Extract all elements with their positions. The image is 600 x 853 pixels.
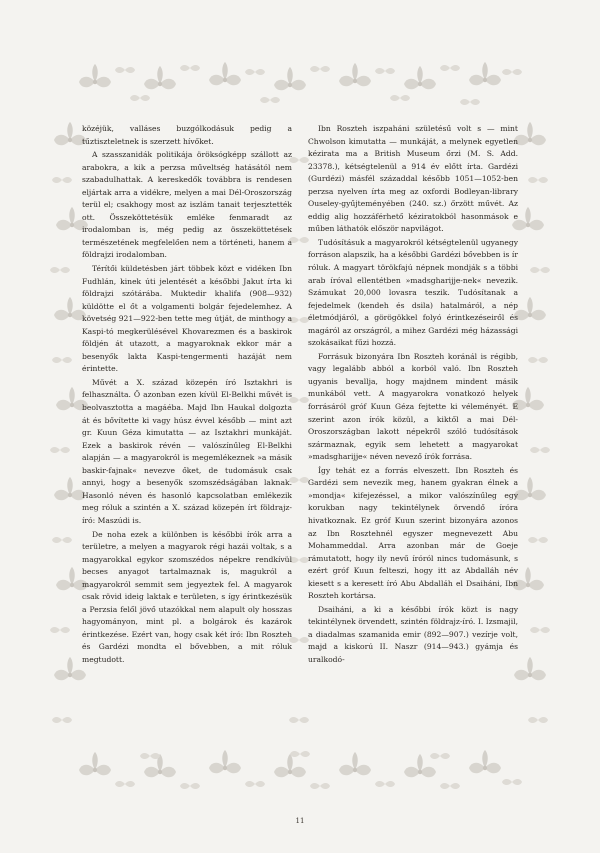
paragraph: Forrásuk bizonyára Ibn Roszteh koránál is régibb, vagy legalább abból a korból való. Ibn Roszteh ugyanis bevallja, hogy majdnem mindent másik munkából vett. A magyarokra vonatkozó helyek forrásáról gróf Kuun Géza fejtette ki véleményét. E szerint azon írók közül, a kiktől a mai Dél-Oroszországban lakott népekről szóló tudósítások származnak, egyik sem lehetett a magyarokat »madsgharijje« néven nevező írók forrása. <box>308 351 518 462</box>
bottom-ornament-band <box>79 750 522 789</box>
paragraph: A szasszanidák politikája öröksógképp szállott az arabokra, a kik a perzsa műveltség hatásától nem szabadulhattak. A kereskedők továbbra is rendesen eljártak arra a vidékre, melyen a mai Dél-Oroszország terül el; csakhogy most az iszlám tanait terjesztették ott. Összeköttetésük emléke fenmaradt az irodalomban is, még pedig az összeköttetések természetének megfelelően nem a történeti, hanem a földrajzi irodalomban. <box>82 150 292 260</box>
page-number: 11 <box>295 817 305 825</box>
paragraph: De noha ezek a különben is későbbi írók arra a területre, a melyen a magyarok régi hazái voltak, s a magyarokkal egykor szomszédos népekre rendkívül becses anyagot tartalmaznak is, magukról a magyarokról semmit sem jegyeztek fel. A magyarok csak rövid ideig laktak e területen, s így érintkezésük a Perzsia felől jövő utazókkal nem alapult oly hosszas hagyományon, mint pl. a bolgárok és kazárok érintkezése. Ezért van, hogy csak két író: Ibn Roszteh és Gardézi mondta el bővebben, a mit róluk megtudott. <box>82 529 292 664</box>
paragraph: Tudósításuk a magyarokról kétségtelenül ugyanegy forráson alapszik, ha a későbbi Gardézi bővebben is ír róluk. A magyart törökfajú népnek mondják s a többi arab íróval ellentétben »madsgharijje-nek« nevezik. Számukat 20,000 lovasra teszik. Tudósítanak a fejedelmek (kendeh és dsila) hatalmáról, a nép életmódjáról, a görögökkel folyó érintkezéseiről és magáról az országról, a mihez Gardézi még házassági szokásaikat fűzi hozzá. <box>308 237 518 348</box>
paragraph: Dsaiháni, a ki a későbbi írók közt is nagy tekintélynek örvendett, szintén földrajz-író. I. Izsmajil, a diadalmas szamanida emir (892—907.) vezírje volt, majd a kiskorú II. Naszr (914—943.) gyámja és uralkodó- <box>308 604 518 664</box>
right-text-column <box>308 123 518 667</box>
paragraph: Így tehát ez a forrás elveszett. Ibn Roszteh és Gardézi sem nevezik meg, hanem gyakran élnek a »mondja« kifejezéssel, a mikor valószínűleg egy korukban nagy tekintélynek örvendő íróra hivatkoznak. Ez gróf Kuun szerint bizonyára azonos az Ibn Rosztehnél egyszer megnevezett Abu Mohammeddal. Arra azonban már de Goeje rámutatott, hogy ily nevű íróról nincs tudomásunk, s ezért gróf Kuun felteszi, hogy itt az Abdalláh név kiesett s a keresett író Abu Abdalláh el Dsaiháni, Ibn Roszteh kortársa. <box>308 465 518 601</box>
column-divider <box>289 157 309 723</box>
top-ornament-band <box>79 62 522 105</box>
paragraph: Ibn Roszteh iszpaháni születésű volt s — mint Chwolson kimutatta — munkáját, a melynek egyetlen kézirata ma a British Museum őrzi (M. S. Add. 23378.), kétségtelenül a 914 év előtt írta. Gardézi (Gurdézi) másfél századdal később 1051—1052-ben perzsa nyelven írta meg az oxfordi Bodleyan-library Ouseley-gyűjteményében (240. sz.) őrzött művét. Az eddig alig hozzáférhető kéziratokból hasonmások e műben láthatók először napvilágot. <box>308 124 518 234</box>
paragraph: Térítői küldetésben járt többek közt e vidéken Ibn Fudhlán, kinek úti jelentését a későbbi Jakut írta ki földrajzi szótárába. Muktedir khalifa (908—932) küldötte el őt a volgamenti bolgár fejedelemhez. A követség 921—922-ben tette meg útját, de minthogy a Kaspi-tó megkerülésével Khovarezmen és a baskirok földjén át utazott, a magyaroknak ekkor már a besenyők lakta Kaspi-tengermenti hazáját nem érintette. <box>82 264 292 374</box>
paragraph: Művét a X. század közepén író Isztakhri is felhasználta. Ő azonban ezen kívül El-Belkhi művét is beolvasztotta a magáéba. Majd Ibn Haukal dolgozta át és bővítette ki vagy húsz évvel később — mint azt gr. Kuun Géza kimutatta — az Isztakhri munkáját. Ezek a baskirok révén — valószínűleg El-Belkhi alapján — a magyarokról is megemlékeznek »a másik baskir-fajnak« nevezve őket, de tudomásuk csak annyi, hogy a besenyők szomszédságában laknak. Hasonló néven és hasonló kapcsolatban emlékezik meg róluk a szintén a X. század közepén írt földrajz-író: Maszúdi is. <box>82 377 292 525</box>
paragraph: közéjük, valláses buzgólkodásuk pedig a tűztiszteletnek is szerzett hívőket. <box>82 124 292 146</box>
left-text-column <box>82 123 292 667</box>
